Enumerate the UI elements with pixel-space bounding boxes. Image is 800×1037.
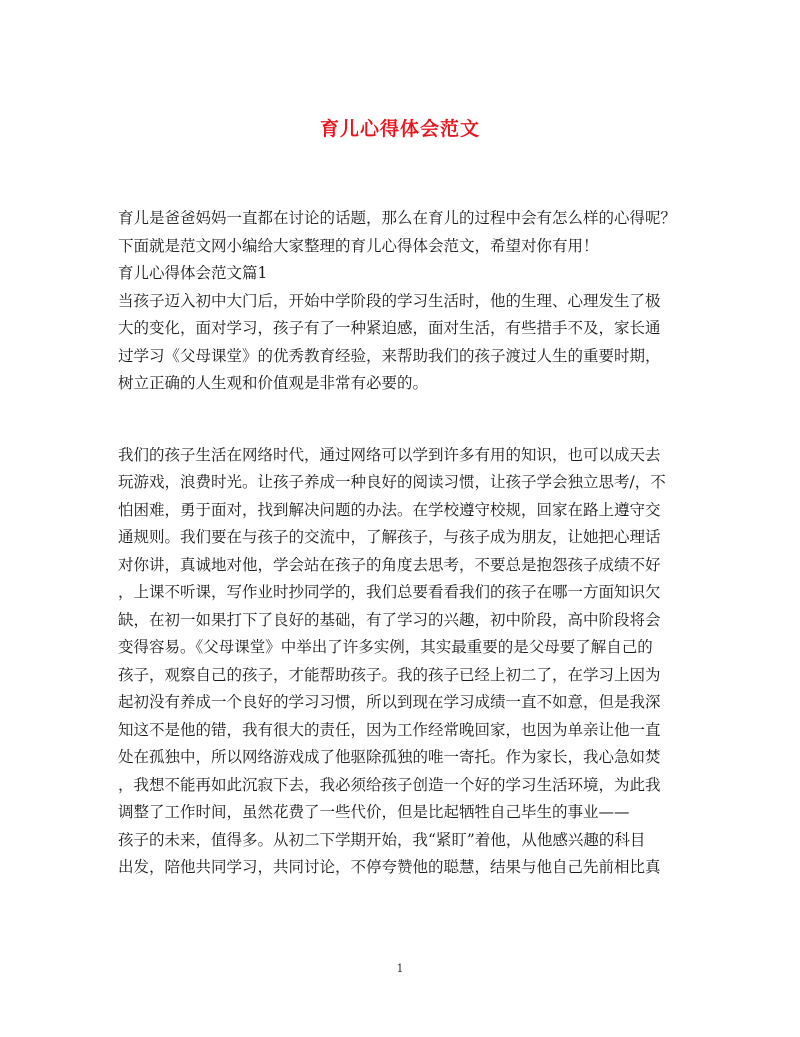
- paragraph-line: 知这不是他的错，我有很大的责任，因为工作经常晚回家，也因为单亲让他一直: [118, 720, 661, 739]
- section-heading: 育儿心得体会范文篇1: [118, 264, 268, 282]
- paragraph-line: 起初没有养成一个良好的学习习惯，所以到现在学习成绩一直不如意，但是我深: [118, 693, 661, 711]
- paragraph-line: 孩子，观察自己的孩子，才能帮助孩子。我的孩子已经上初二了，在学习上因为: [118, 665, 661, 684]
- intro-line: 下面就是范文网小编给大家整理的育儿心得体会范文，希望对你有用！: [118, 236, 599, 255]
- paragraph-line: 我们的孩子生活在网络时代，通过网络可以学到许多有用的知识，也可以成天去: [118, 445, 661, 464]
- paragraph-line: 过学习《父母课堂》的优秀教育经验，来帮助我们的孩子渡过人生的重要时期，: [118, 346, 661, 365]
- paragraph-line: 通规则。我们要在与孩子的交流中，了解孩子，与孩子成为朋友，让她把心理话: [118, 528, 661, 546]
- paragraph-gap: [118, 398, 698, 442]
- paragraph-line: 孩子的未来，值得多。从初二下学期开始，我“紧盯”着他，从他感兴趣的科目: [118, 830, 646, 849]
- paragraph-line: 玩游戏，浪费时光。让孩子养成一种良好的阅读习惯，让孩子学会独立思考/，不: [118, 473, 666, 491]
- paragraph-line: 出发，陪他共同学习，共同讨论，不停夸赞他的聪慧，结果与他自己先前相比真: [118, 858, 661, 876]
- paragraph-line: 缺，在初一如果打下了良好的基础，有了学习的兴趣，初中阶段，高中阶段将会: [118, 610, 661, 629]
- paragraph-line: ，我想不能再如此沉寂下去，我必须给孩子创造一个好的学习生活环境，为此我: [118, 775, 661, 794]
- paragraph-line: 调整了工作时间，虽然花费了一些代价，但是比起牺牲自己毕生的事业——: [118, 803, 630, 821]
- paragraph-line: 大的变化，面对学习，孩子有了一种紧迫感，面对生活，有些措手不及，家长通: [118, 319, 661, 337]
- paragraph-line: 对你讲，真诚地对他，学会站在孩子的角度去思考，不要总是抱怨孩子成绩不好: [118, 555, 661, 574]
- intro-line: 育儿是爸爸妈妈一直都在讨论的话题，那么在育儿的过程中会有怎么样的心得呢？: [118, 209, 677, 227]
- paragraph-line: 当孩子迈入初中大门后，开始中学阶段的学习生活时，他的生理、心理发生了极: [118, 291, 661, 310]
- document-title: 育儿心得体会范文: [319, 118, 480, 140]
- paragraph-line: 变得容易。《父母课堂》中举出了许多实例，其实最重要的是父母要了解自己的: [118, 638, 653, 656]
- paragraph-line: ，上课不听课，写作业时抄同学的，我们总要看看我们的孩子在哪一方面知识欠: [118, 583, 661, 601]
- document-body: [118, 205, 698, 882]
- paragraph-line: 树立正确的人生观和价值观是非常有必要的。: [118, 374, 429, 392]
- page-number: 1: [396, 962, 404, 975]
- paragraph-line: 处在孤独中，所以网络游戏成了他驱除孤独的唯一寄托。作为家长，我心急如焚: [118, 748, 661, 766]
- paragraph-line: 怕困难，勇于面对，找到解决问题的办法。在学校遵守校规，回家在路上遵守交: [118, 500, 661, 519]
